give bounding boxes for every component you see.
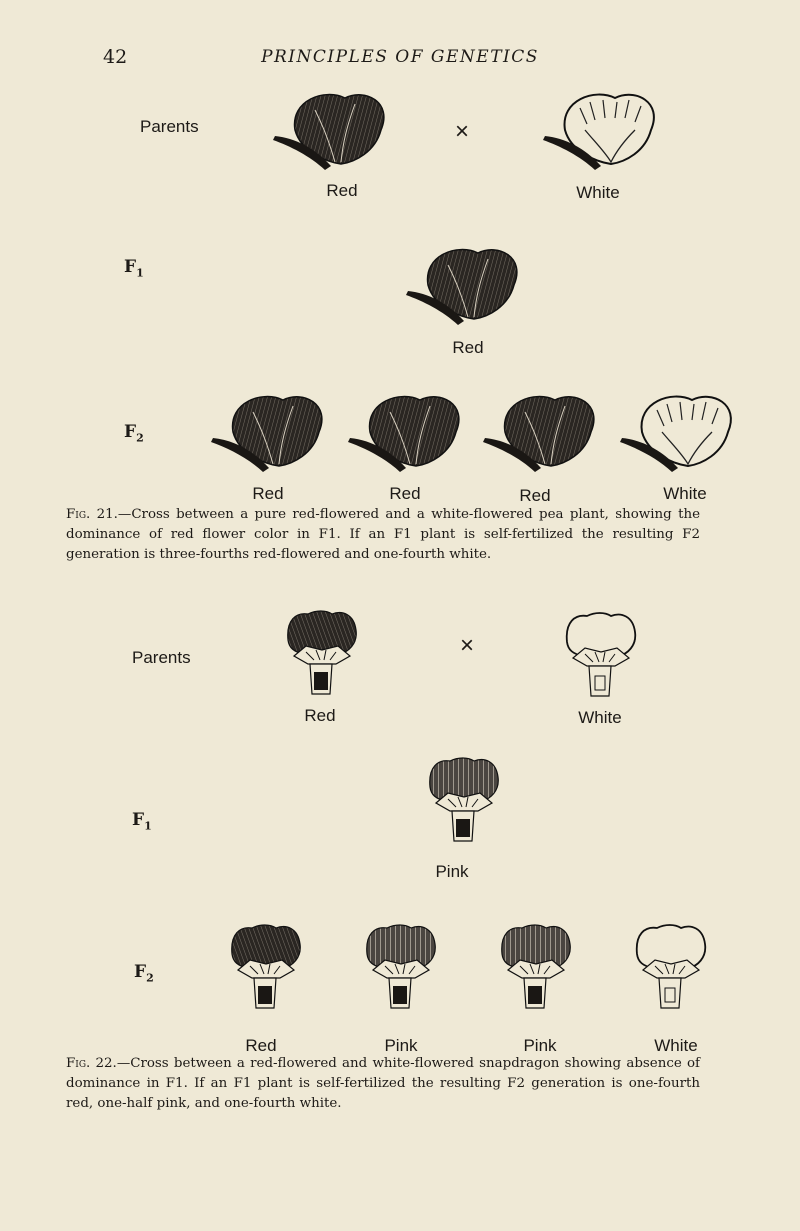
white-pea-flower-icon [555, 90, 665, 170]
f2-label-4: White [663, 484, 707, 503]
f1-flower-label: Red [452, 338, 484, 357]
parent-label-white: White [578, 708, 622, 727]
f2-red-pea-flower-icon [223, 392, 333, 472]
f1-flower-label: Pink [435, 862, 469, 881]
f2-label-4: White [654, 1036, 698, 1055]
red-pea-flower-icon [285, 90, 395, 170]
f2-label-1: Red [252, 484, 284, 503]
f2-white-pea-flower-icon [632, 392, 742, 472]
running-head: PRINCIPLES OF GENETICS [261, 47, 539, 67]
f1-red-pea-flower-icon [418, 245, 528, 325]
parents-label: Parents [132, 648, 191, 667]
f2-label-2: Pink [384, 1036, 418, 1055]
f2-label-2: Red [389, 484, 421, 503]
parent-label-red: Red [326, 181, 358, 200]
figure-22-caption: Fig. 22.—Cross between a red-flowered and white-flowered snapdragon showing absence of dominance in F1. If an F1 plant is self-fertilized the resulting F2 generation is one-fourth red, one-half pink, and one-fourth white. [66, 1056, 700, 1111]
f1-label: $F_1$ [124, 257, 144, 280]
page-number: 42 [103, 46, 128, 68]
f2-pink-snapdragon-flower-icon [500, 924, 572, 1019]
f2-label-3: Red [519, 486, 551, 505]
parent-label-white: White [576, 183, 620, 202]
f2-label: $F_2$ [124, 422, 144, 445]
figure-21-caption: Fig. 21.—Cross between a pure red-flowered and a white-flowered pea plant, showing the dominance of red flower color in F1. If an F1 plant is self-fertilized the resulting F2 generation is three-fourths red-flowered and one-fourth white. [66, 507, 700, 562]
f2-red-pea-flower-icon [495, 392, 605, 472]
f2-red-pea-flower-icon [360, 392, 470, 472]
parent-label-red: Red [304, 706, 336, 725]
white-snapdragon-flower-icon [565, 612, 637, 702]
cross-symbol: × [455, 118, 470, 145]
f2-pink-snapdragon-flower-icon [365, 924, 437, 1019]
f2-red-snapdragon-flower-icon [230, 924, 302, 1019]
parents-label: Parents [140, 117, 199, 136]
f2-label-3: Pink [523, 1036, 557, 1055]
f2-white-snapdragon-flower-icon [635, 924, 707, 1019]
f1-label: $F_1$ [132, 810, 152, 833]
f1-pink-snapdragon-flower-icon [428, 757, 500, 852]
red-snapdragon-flower-icon [286, 610, 358, 700]
f2-label-1: Red [245, 1036, 277, 1055]
cross-symbol: × [460, 632, 475, 659]
f2-label: $F_2$ [134, 962, 154, 985]
